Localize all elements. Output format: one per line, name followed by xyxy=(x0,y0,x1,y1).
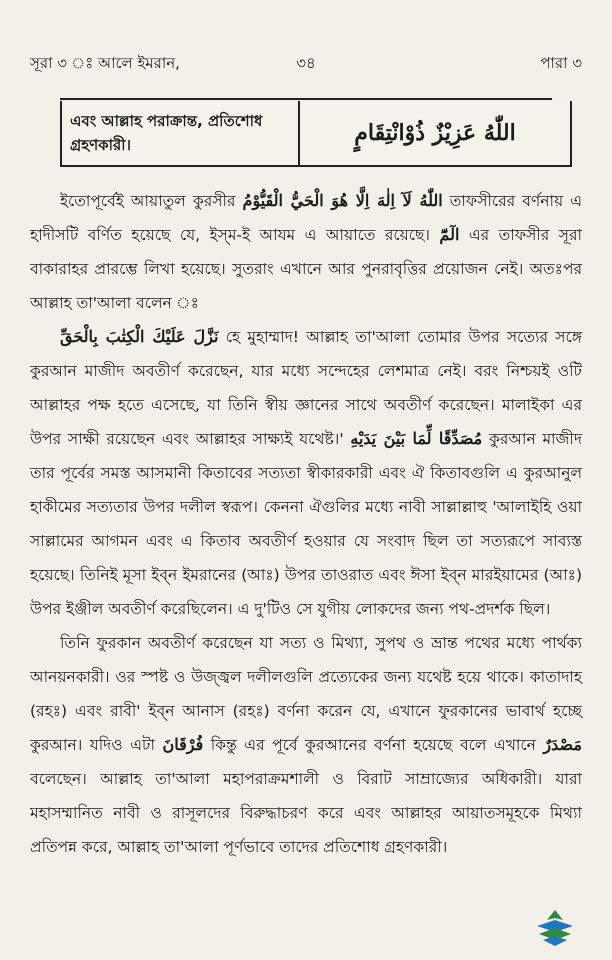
arabic-phrase: الٓمّٓ xyxy=(439,225,460,244)
paragraph xyxy=(30,626,582,864)
page-number: ৩৪ xyxy=(296,54,316,72)
verse-box xyxy=(60,101,572,167)
surah-title: সূরা ৩ ঃ আলে ইমরান, xyxy=(30,54,180,72)
header-rule xyxy=(60,98,552,100)
text-span: বলেছেন। আল্লাহ তা'আলা মহাপরাক্রমশালী ও বিরাট সাম্রাজ্যের অধিকারী। যারা মহাসম্মানিত নাবী ও রাসূলদের বিরুদ্ধাচরণ করে এবং আল্লাহর আয়াতসমূহকে মিথ্যা প্রতিপন্ন করে, আল্লাহ তা'আলা পূর্ণভাবে তাদের প্রতিশোধ গ্রহণকারী। xyxy=(30,770,582,856)
verse-translation: এবং আল্লাহ পরাক্রান্ত, প্রতিশোধ গ্রহণকারী। xyxy=(62,101,300,165)
arabic-phrase: اللّٰهُ لَآ اِلٰهَ اِلَّا هُوَ الْحَيُّ الْقَيُّوْمُ xyxy=(242,191,443,210)
arabic-phrase: مُصَدِّقًا لِّمَا بَيْنَ يَدَيْهِ xyxy=(350,429,483,448)
text-span: কিন্তু এর পূর্বে কুরআনের বর্ণনা হয়েছে বলে এখানে xyxy=(203,736,544,754)
text-span: কুরআন মাজীদ তার পূর্বের সমস্ত আসমানী কিতাবের সত্যতা স্বীকারকারী এবং ঐ কিতাবগুলি এ কুরআনুল হাকীমের সত্যতার উপর দলীল স্বরূপ। কেননা ঐগুলির মধ্যে নাবী সাল্লাল্লাহু 'আলাইহি ওয়া সাল্লামের আগমন এবং এ কিতাব অবতীর্ণ হওয়ার যে সংবাদ ছিল তা সত্যরূপে সাব্যস্ত হয়েছে। তিনিই মূসা ইব্‌ন ইমরানের (আঃ) উপর তাওরাত এবং ঈসা ইব্‌ন মারইয়ামের (আঃ) উপর ইঞ্জীল অবতীর্ণ করেছিলেন। এ দু'টিও সে যুগীয় লোকদের জন্য পথ-প্রদর্শক ছিল। xyxy=(30,430,582,618)
verse-arabic: اللّٰهُ عَزِيْزٌ ذُوْانْتِقَامٍ xyxy=(354,120,516,146)
arabic-phrase: فُرْقَانَ xyxy=(162,735,204,754)
page-header xyxy=(30,52,582,82)
publisher-logo-icon xyxy=(533,908,577,948)
paragraph xyxy=(30,184,582,320)
text-span: এর তাফসীর সূরা বাকারাহর প্রারম্ভে লিখা হয়েছে। সুতরাং এখানে আর পুনরাবৃত্তির প্রয়োজন নেই। অতঃপর আল্লাহ তা'আলা বলেন ঃ xyxy=(30,226,583,312)
arabic-phrase: مَصْدَرٌ xyxy=(543,735,582,754)
paragraph xyxy=(30,320,582,626)
tafsir-text xyxy=(30,184,582,864)
text-span: তিনি ফুরকান অবতীর্ণ করেছেন যা সত্য ও মিথ্যা, সুপথ ও ভ্রান্ত পথের মধ্যে পার্থক্য আনয়নকারী। ওর স্পষ্ট ও উজ্জ্বল দলীলগুলি প্রত্যেকের জন্য যথেষ্ট হয়ে থাকে। কাতাদাহ (রহঃ) এবং রাবী' ইব্‌ন আনাস (রহঃ) বর্ণনা করেন যে, এখানে ফুরকানের ভাবার্থ হচ্ছে কুরআন। যদিও এটা xyxy=(30,634,582,754)
text-span: হে মুহাম্মাদ! আল্লাহ তা'আলা তোমার উপর সত্যের সঙ্গে কুরআন মাজীদ অবতীর্ণ করেছেন, যার মধ্যে সন্দেহের লেশমাত্র নেই। বরং নিশ্চয়ই ওটি আল্লাহর পক্ষ হতে এসেছে, যা তিনি স্বীয় জ্ঞানের সাথে অবতীর্ণ করেছেন। মালাইকা এর উপর সাক্ষী রয়েছেন এবং আল্লাহর সাক্ষ্যই যথেষ্ট।' xyxy=(30,328,582,448)
arabic-phrase: نَزَّلَ عَلَيْكَ الْكِتٰبَ بِالْحَقِّ xyxy=(60,327,219,346)
para-label: পারা ৩ xyxy=(540,54,582,72)
text-span: ইতোপূর্বেই আয়াতুল কুরসীর xyxy=(60,192,243,210)
text-span: তাফসীরের বর্ণনায় এ হাদীসটি বর্ণিত হয়েছে যে, ইস্‌ম-ই আযম এ আয়াতে রয়েছে। xyxy=(30,192,583,244)
